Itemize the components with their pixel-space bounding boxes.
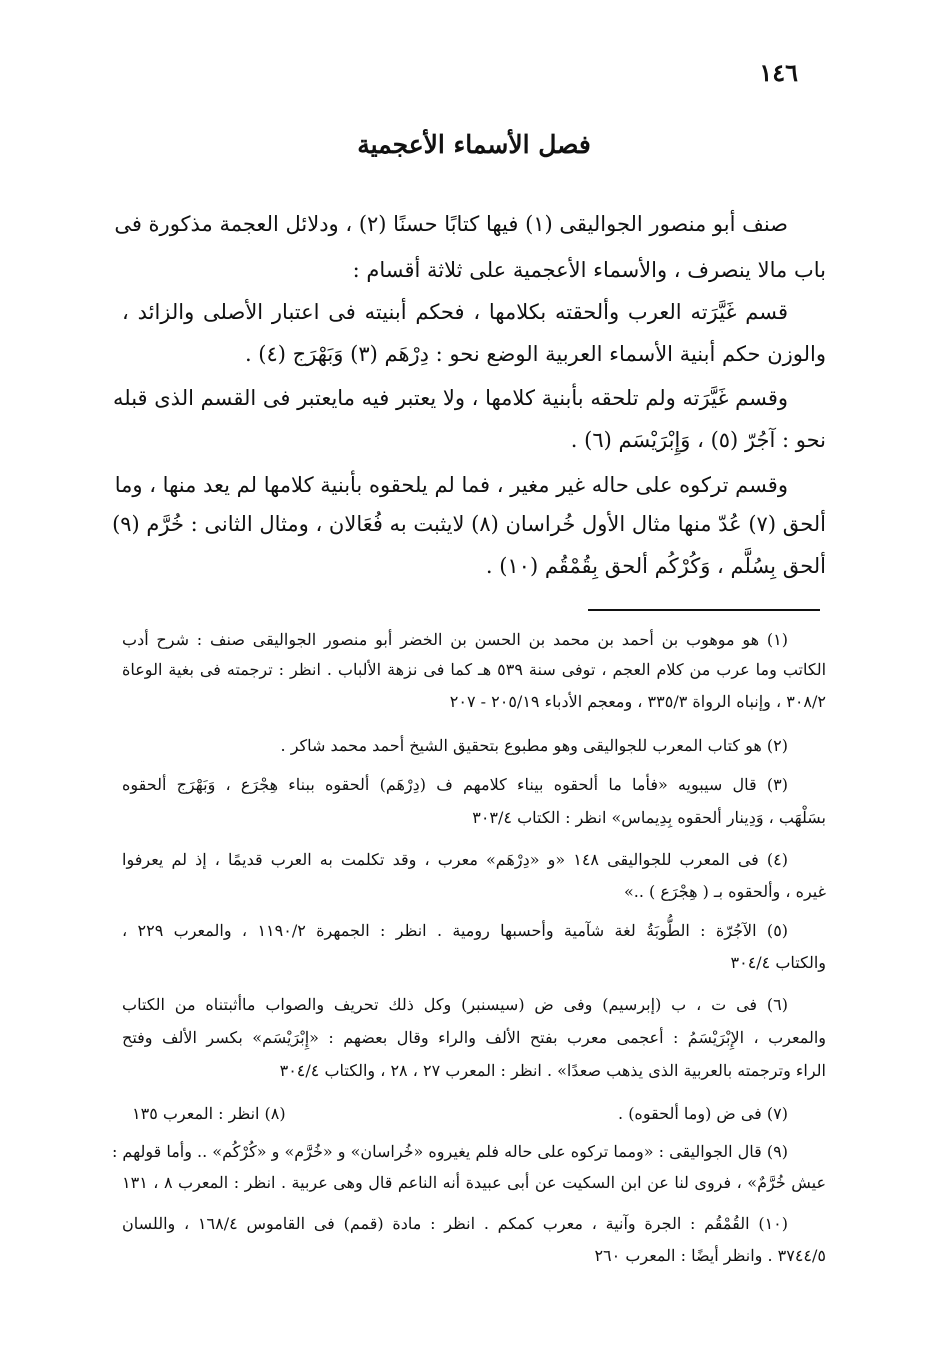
footnote-line: الراء وترجمته بالعربية الذى يذهب صعدًا» . انظر : المعرب ٢٧ ، ٢٨ ، والكتاب ٣٠٤/٤: [279, 1061, 826, 1080]
body-line: ألحق (٧) عُدّ منها مثال الأول خُراسان (٨) لايثبت به فُعَالان ، ومثال الثانى : خُرَّم (٩): [112, 512, 826, 536]
footnote-line: (٧) فى ض (وما ألحقوه) .: [618, 1104, 788, 1123]
footnote-line: (١) هو موهوب بن أحمد بن محمد بن الحسن بن الخضر أبو منصور الجواليقى صنف : شرح أدب: [122, 630, 788, 649]
footnote-line: (١٠) القُمْقُم : الجرة وآنية ، معرب كمكم . انظر : مادة (قمم) فى القاموس ١٦٨/٤ ، واللسان: [122, 1214, 789, 1233]
body-line: نحو : آجُرّ (٥) ، وَإِبْرَيْسَم (٦) .: [570, 428, 826, 452]
footnote-line: عيش خُرَّمٌ» ، فروى لنا عن ابن السكيت عن أبى عبيدة أنه الناعم قال وهى عربية . انظر : المعرب ٨ ، ١٣١: [122, 1173, 826, 1192]
body-line: صنف أبو منصور الجواليقى (١) فيها كتابًا حسنًا (٢) ، ودلائل العجمة مذكورة فى: [114, 212, 788, 236]
footnote-line: (٢) هو كتاب المعرب للجواليقى وهو مطبوع بتحقيق الشيخ أحمد محمد شاكر .: [280, 736, 788, 755]
footnote-line: غيره ، وألحقوه بـ ( هِجْرَع ) ..»: [623, 882, 826, 901]
footnote-line: (٦) فى ت ، ب (إبرسيم) وفى ض (سيسنبر) وكل ذلك تحريف والصواب ماأثبتناه من الكتاب: [122, 995, 789, 1014]
body-line: ألحق بِسُلَّم ، وَكُرْكُم ألحق بِقُمْقُم (١٠) .: [485, 554, 826, 578]
body-line: باب مالا ينصرف ، والأسماء الأعجمية على ثلاثة أقسام :: [352, 258, 826, 282]
footnote-line: (٤) فى المعرب للجواليقى ١٤٨ «و «دِرْهَم» معرب ، وقد تكلمت به العرب قديمًا ، إذ لم يعرفوا: [122, 850, 788, 869]
footnote-line: ٣٠٨/٢ ، وإنباه الرواة ٣٣٥/٣ ، ومعجم الأدباء ٢٠٥/١٩ - ٢٠٧: [449, 692, 826, 711]
footnote-line: (٨) انظر : المعرب ١٣٥: [132, 1104, 286, 1123]
body-line: وقسم غَيَّرَته ولم تلحقه بأبنية كلامها ، ولا يعتبر فيه مايعتبر فى القسم الذى قبله: [112, 386, 788, 410]
footnote-line: (٣) قال سيبويه «فأما ما ألحقوه بيناء كلامهم ف (دِرْهَم) ألحقوه ببناء هِجْرَع ، وَبَهْرَج ألحقوه: [122, 775, 788, 794]
footnote-line: والكتاب ٣٠٤/٤: [730, 953, 826, 972]
footnote-line: ٣٧٤٤/٥ . وانظر أيضًا : المعرب ٢٦٠: [594, 1246, 826, 1265]
footnote-line: والمعرب ، الإِبْرَيْسَمُ : أعجمى معرب بفتح الألف والراء وقال بعضهم : «إِبْرَيْسَم» بكسر الألف وفتح: [122, 1028, 826, 1047]
footnote-line: الكاتب وما عرب من كلام العجم ، توفى سنة ٥٣٩ هـ كما فى نزهة الألباب . انظر : ترجمته فى بغية الوعاة: [122, 660, 827, 679]
body-line: والوزن حكم أبنية الأسماء العربية الوضع نحو : دِرْهَم (٣) وَبَهْرَج (٤) .: [244, 342, 826, 366]
page-number: ١٤٦: [759, 58, 798, 87]
chapter-title: فصل الأسماء الأعجمية: [357, 130, 591, 159]
footnote-line: (٥) الآجُرّة : الطُّوبَةُ لغة شآمية وأحسبها رومية . انظر : الجمهرة ١١٩٠/٢ ، والمعرب ٢٢٩ ،: [122, 921, 789, 940]
footnote-separator: [588, 609, 820, 611]
body-line: قسم غَيَّرَته العرب وألحقته بكلامها ، فحكم أبنيته فى اعتبار الأصلى والزائد ،: [122, 300, 788, 324]
footnote-line: (٩) قال الجواليقى : «ومما تركوه على حاله فلم يغيروه «خُراسان» و «خُرَّم» و «كُرْكُم» .. وأما قولهم :: [111, 1142, 788, 1161]
footnote-line: بسَلْهَب ، وَدِينار ألحقوه بِدِيماس» انظر : الكتاب ٣٠٣/٤: [472, 808, 826, 827]
body-line: وقسم تركوه على حاله غير مغير ، فما لم يلحقوه بأبنية كلامها لم يعد منها ، وما: [114, 473, 788, 497]
